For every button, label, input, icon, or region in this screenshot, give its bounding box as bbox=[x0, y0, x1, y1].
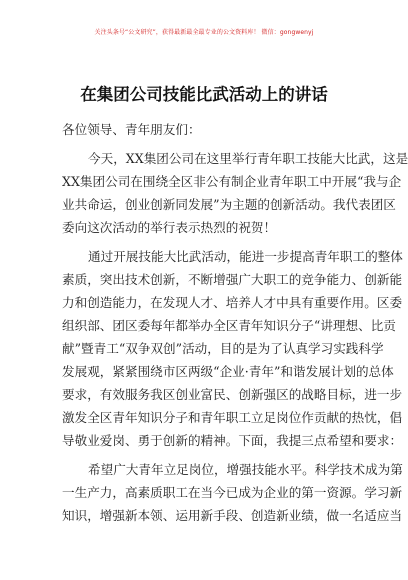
paragraph-line: 组织部、团区委每年都举办全区青年知识分子“讲理想、比贡 bbox=[62, 318, 396, 333]
paragraph-line: 希望广大青年立足岗位，增强技能水平。科学技术成为第 bbox=[88, 462, 403, 477]
paragraph-line: 通过开展技能大比武活动，能进一步提高青年职工的整体 bbox=[88, 249, 403, 264]
promo-banner: 关注头条号“公文研究”，获得最新最全最专业的公文资料库！ 微信：gongwenyj bbox=[94, 29, 314, 36]
paragraph-line: 要求，有效服务我区创业富民、创新强区的战略目标，进一步 bbox=[62, 387, 403, 402]
paragraph-line: 委向这次活动的举行表示热烈的祝贺！ bbox=[62, 220, 277, 235]
paragraph-line: 献”暨青工“双争双创”活动，目的是为了认真学习实践科学 bbox=[62, 341, 384, 356]
paragraph-line: 发展观，紧紧围绕市区两级“企业·青年”和谐发展计划的总体 bbox=[62, 364, 394, 379]
paragraph-line: 导敬业爱岗、勇于创新的精神。下面，我提三点希望和要求： bbox=[62, 433, 403, 448]
paragraph-line: 今天，XX集团公司在这里举行青年职工技能大比武，这是 bbox=[88, 151, 408, 166]
salutation: 各位领导、青年朋友们： bbox=[62, 122, 201, 137]
paragraph-line: 知识，增强新本领、运用新手段、创造新业绩，做一名适应当 bbox=[62, 508, 403, 523]
paragraph-line: 一生产力，高素质职工在当今已成为企业的第一资源。学习新 bbox=[62, 485, 403, 500]
paragraph-line: XX集团公司在围绕全区非公有制企业青年职工中开展“我与企 bbox=[62, 174, 402, 189]
paragraph-line: 业共命运，创业创新同发展”为主题的创新活动。我代表团区 bbox=[62, 197, 396, 212]
paragraph-line: 力和创造能力，在发现人才、培养人才中具有重要作用。区委 bbox=[62, 295, 403, 310]
paragraph-line: 激发全区青年知识分子和青年职工立足岗位作贡献的热忱，倡 bbox=[62, 410, 403, 425]
document-title: 在集团公司技能比武活动上的讲话 bbox=[80, 85, 328, 104]
paragraph-line: 素质，突出技术创新，不断增强广大职工的竞争能力、创新能 bbox=[62, 272, 403, 287]
